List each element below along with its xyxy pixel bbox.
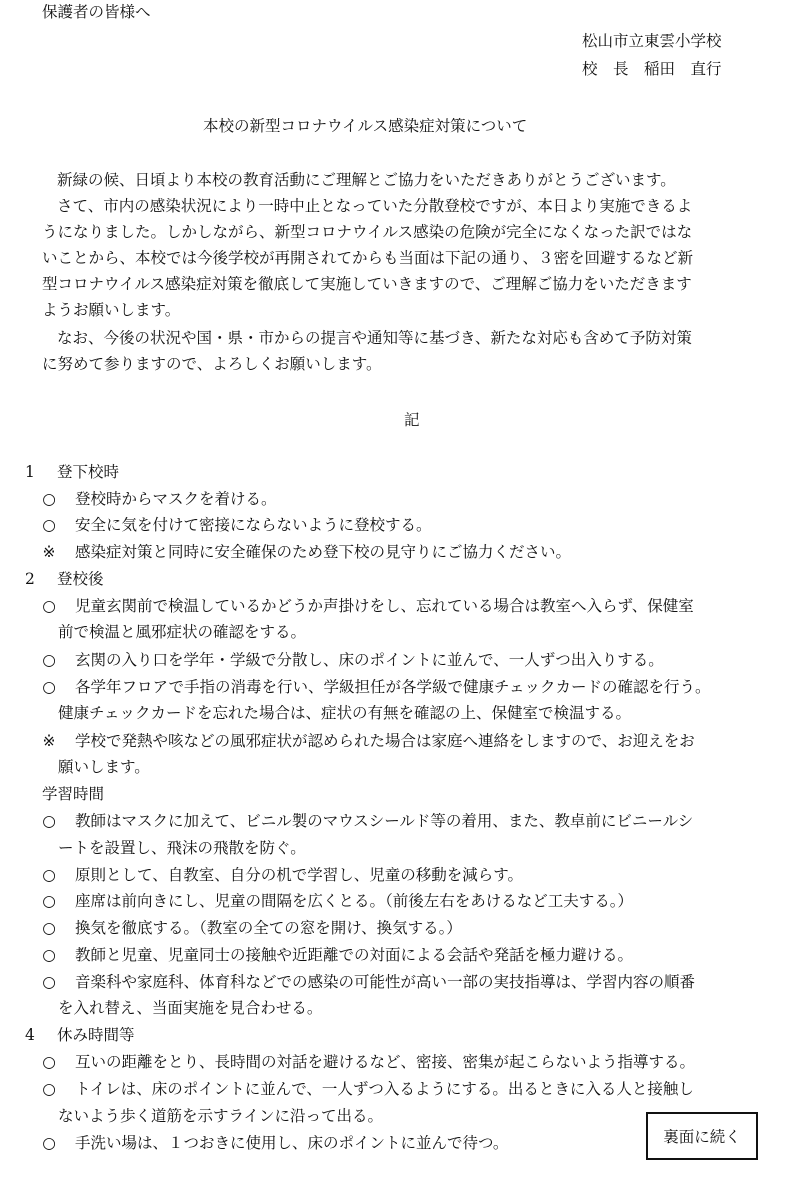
list-item: 原則として、自教室、自分の机で学習し、児童の移動を減らす。: [75, 866, 523, 884]
circle-bullet: ○: [42, 973, 56, 991]
school-name: 松山市立東雲小学校: [582, 32, 722, 50]
section-number: 1: [25, 463, 35, 481]
continued-notice-text: 裏面に続く: [663, 1128, 741, 1146]
circle-bullet: ○: [42, 651, 56, 669]
list-item: 音楽科や家庭科、体育科などでの感染の可能性が高い一部の実技指導は、学習内容の順番: [75, 973, 696, 991]
circle-bullet: ○: [42, 812, 56, 830]
list-item: 児童玄関前で検温しているかどうか声掛けをし、忘れている場合は教室へ入らず、保健室: [75, 597, 694, 615]
intro-line: いことから、本校では今後学校が再開されてからも当面は下記の通り、３密を回避するなど新: [42, 249, 694, 267]
intro-line: うになりました。しかしながら、新型コロナウイルス感染の危険が完全になくなった訳ではな: [42, 223, 693, 241]
section-title: 休み時間等: [57, 1026, 135, 1044]
section-title: 登下校時: [57, 463, 120, 481]
intro-line: 新緑の候、日頃より本校の教育活動にご理解とご協力をいただきありがとうございます。: [57, 171, 676, 189]
document-title: 本校の新型コロナウイルス感染症対策について: [203, 117, 528, 135]
circle-bullet: ○: [42, 946, 56, 964]
list-item: 換気を徹底する。（教室の全ての窓を開け、換気する。）: [75, 919, 462, 937]
section-number: 4: [25, 1026, 35, 1044]
intro-line: ようお願いします。: [42, 301, 181, 319]
list-item: 登校時からマスクを着ける。: [75, 490, 277, 508]
circle-bullet: ○: [42, 1053, 56, 1071]
list-item: 互いの距離をとり、長時間の対話を避けるなど、密接、密集が起こらないよう指導する。: [75, 1053, 696, 1071]
intro-line: なお、今後の状況や国・県・市からの提言や通知等に基づき、新たな対応も含めて予防対策: [57, 329, 692, 347]
list-item: 感染症対策と同時に安全確保のため登下校の見守りにご協力ください。: [75, 543, 572, 561]
circle-bullet: ○: [42, 490, 56, 508]
circle-bullet: ○: [42, 516, 56, 534]
addressee: 保護者の皆様へ: [42, 3, 151, 21]
intro-line: に努めて参りますので、よろしくお願いします。: [42, 355, 382, 373]
section-title: 登校後: [57, 570, 104, 588]
section-number: 2: [25, 570, 35, 588]
list-item: 教師はマスクに加えて、ビニル製のマウスシールド等の着用、また、教卓前にビニールシ: [75, 812, 694, 830]
circle-bullet: ○: [42, 678, 56, 696]
circle-bullet: ○: [42, 892, 56, 910]
list-item: 教師と児童、児童同士の接触や近距離での対面による会話や発話を極力避ける。: [75, 946, 634, 964]
list-item-continuation: 前で検温と風邪症状の確認をする。: [58, 623, 307, 641]
circle-bullet: ○: [42, 866, 56, 884]
note-bullet: ※: [42, 543, 56, 561]
circle-bullet: ○: [42, 1134, 56, 1152]
note-bullet: ※: [42, 732, 56, 750]
principal-name: 校 長 稲田 直行: [582, 60, 722, 78]
circle-bullet: ○: [42, 1080, 56, 1098]
list-item: 学校で発熱や咳などの風邪症状が認められた場合は家庭へ連絡をしますので、お迎えをお: [75, 732, 695, 750]
list-item-continuation: ないよう歩く道筋を示すラインに沿って出る。: [58, 1107, 384, 1125]
circle-bullet: ○: [42, 919, 56, 937]
intro-line: 型コロナウイルス感染症対策を徹底して実施していきますので、ご理解ご協力をいただきます: [42, 275, 692, 293]
list-item: 安全に気を付けて密接にならないように登校する。: [75, 516, 432, 534]
continued-notice-box: [646, 1112, 758, 1160]
list-item: 玄関の入り口を学年・学級で分散し、床のポイントに並んで、一人ずつ出入りする。: [75, 651, 664, 669]
ki-heading: 記: [404, 411, 420, 429]
list-item: 各学年フロアで手指の消毒を行い、学級担任が各学級で健康チェックカードの確認を行う。: [75, 678, 711, 696]
list-item-continuation: 健康チェックカードを忘れた場合は、症状の有無を確認の上、保健室で検温する。: [58, 704, 632, 722]
circle-bullet: ○: [42, 597, 56, 615]
list-item-continuation: を入れ替え、当面実施を見合わせる。: [58, 999, 323, 1017]
list-item-continuation: ートを設置し、飛沫の飛散を防ぐ。: [58, 839, 306, 857]
list-item: 座席は前向きにし、児童の間隔を広くとる。（前後左右をあけるなど工夫する。）: [75, 892, 634, 910]
intro-line: さて、市内の感染状況により一時中止となっていた分散登校ですが、本日より実施できるよ: [57, 197, 693, 215]
list-item-continuation: 願いします。: [58, 758, 150, 776]
section-title: 学習時間: [42, 785, 105, 803]
list-item: 手洗い場は、１つおきに使用し、床のポイントに並んで待つ。: [75, 1134, 509, 1152]
list-item: トイレは、床のポイントに並んで、一人ずつ入るようにする。出るときに入る人と接触し: [75, 1080, 694, 1098]
